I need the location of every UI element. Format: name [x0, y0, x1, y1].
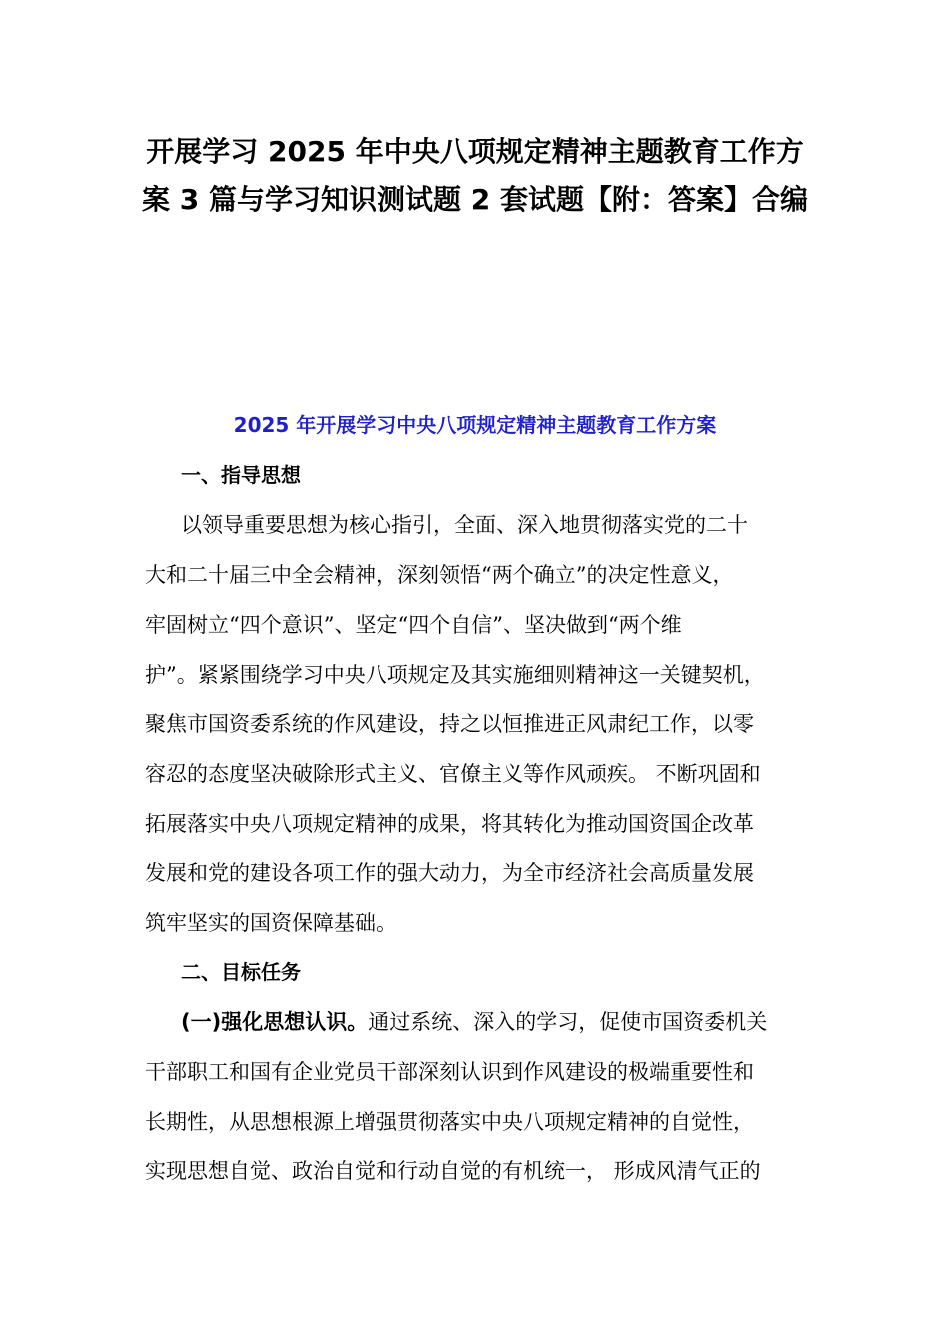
paragraph-line: [181, 1007, 767, 1037]
paragraph-line: 干部职工和国有企业党员干部深刻认识到作风建设的极端重要性和: [145, 1060, 754, 1084]
paragraph-line: 容忍的态度坚决破除形式主义、官僚主义等作风顽疾。 不断巩固和: [145, 762, 761, 786]
paragraph-line: 大和二十届三中全会精神，深刻领悟“两个确立”的决定性意义，: [145, 563, 734, 587]
item-text: 通过系统、深入的学习，促使市国资委机关: [368, 1010, 768, 1034]
paragraph-line: 拓展落实中央八项规定精神的成果，将其转化为推动国资国企改革: [145, 812, 754, 836]
item-label: (一)强化思想认识。: [181, 1010, 369, 1034]
heading-goals-tasks: 二、目标任务: [181, 960, 301, 984]
document-title-line-1: 开展学习 2025 年中央八项规定精神主题教育工作方: [146, 135, 804, 168]
document-title-line-2: 案 3 篇与学习知识测试题 2 套试题【附：答案】合编: [142, 183, 808, 216]
paragraph-line: 长期性，从思想根源上增强贯彻落实中央八项规定精神的自觉性，: [145, 1110, 754, 1134]
paragraph-line: 以领导重要思想为核心指引，全面、深入地贯彻落实党的二十: [181, 513, 748, 537]
paragraph-line: 聚焦市国资委系统的作风建设，持之以恒推进正风肃纪工作，以零: [145, 712, 754, 736]
paragraph-line: 牢固树立“四个意识”、坚定“四个自信”、坚决做到“两个维: [145, 613, 682, 637]
paragraph-line: 护”。紧紧围绕学习中央八项规定及其实施细则精神这一关键契机，: [145, 663, 765, 687]
paragraph-line: 发展和党的建设各项工作的强大动力，为全市经济社会高质量发展: [145, 861, 754, 885]
paragraph-line: 实现思想自觉、政治自觉和行动自觉的有机统一， 形成风清气正的: [145, 1159, 761, 1183]
heading-guiding-ideology: 一、指导思想: [181, 463, 301, 487]
section-title: 2025 年开展学习中央八项规定精神主题教育工作方案: [233, 413, 717, 437]
paragraph-line: 筑牢坚实的国资保障基础。: [145, 911, 397, 935]
